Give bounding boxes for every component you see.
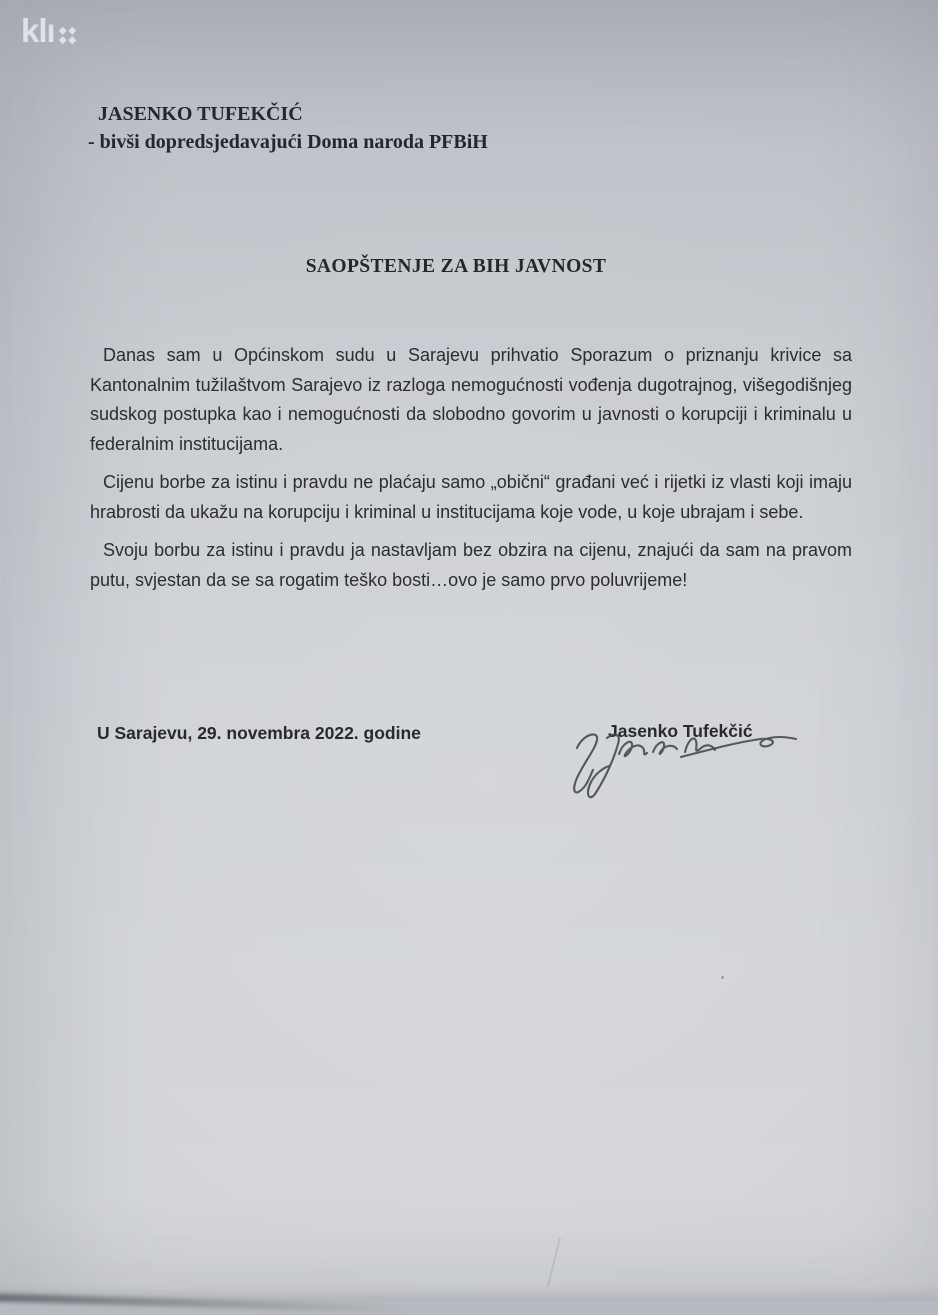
author-block <box>88 100 488 156</box>
klix-logo-text: klı <box>21 12 55 49</box>
body-paragraph-2: Cijenu borbe za istinu i pravdu ne plaćaju samo „obični“ građani već i rijetki iz vlasti koji imaju hrabrosti da ukažu na korupciju i kriminal u institucijama koje vode, u koje ubrajam i sebe. <box>90 472 852 522</box>
document-title: SAOPŠTENJE ZA BIH JAVNOST <box>305 256 607 277</box>
author-name: JASENKO TUFEKČIĆ <box>98 103 303 125</box>
body-paragraph-1: Danas sam u Općinskom sudu u Sarajevu prihvatio Sporazum o priznanju krivice sa Kantonalnim tužilaštvom Sarajevo iz razloga nemogućnosti vođenja dugotrajnog, višegodišnjeg sudskog postupka kao i nemogućnosti da slobodno govorim u javnosti o korupciji i kriminalu u federalnim institucijama. <box>90 345 852 454</box>
klix-watermark <box>21 14 77 47</box>
body-paragraph-3: Svoju borbu za istinu i pravdu ja nastavljam bez obzira na cijenu, znajući da sam na pravom putu, svjestan da se sa rogatim teško bosti…ovo je samo prvo poluvrijeme! <box>90 540 852 590</box>
klix-x-icon <box>58 26 77 45</box>
handwritten-signature <box>563 726 803 806</box>
paper-bottom-shade <box>0 1285 938 1301</box>
dateline: U Sarajevu, 29. novembra 2022. godine <box>97 723 421 743</box>
document-body <box>90 341 852 604</box>
author-title: - bivši dopredsjedavajući Doma naroda PFBiH <box>88 131 488 153</box>
paper-speck <box>721 976 724 979</box>
signatory-name: Jasenko Tufekčić <box>608 721 753 741</box>
paper-crease <box>547 1238 561 1287</box>
